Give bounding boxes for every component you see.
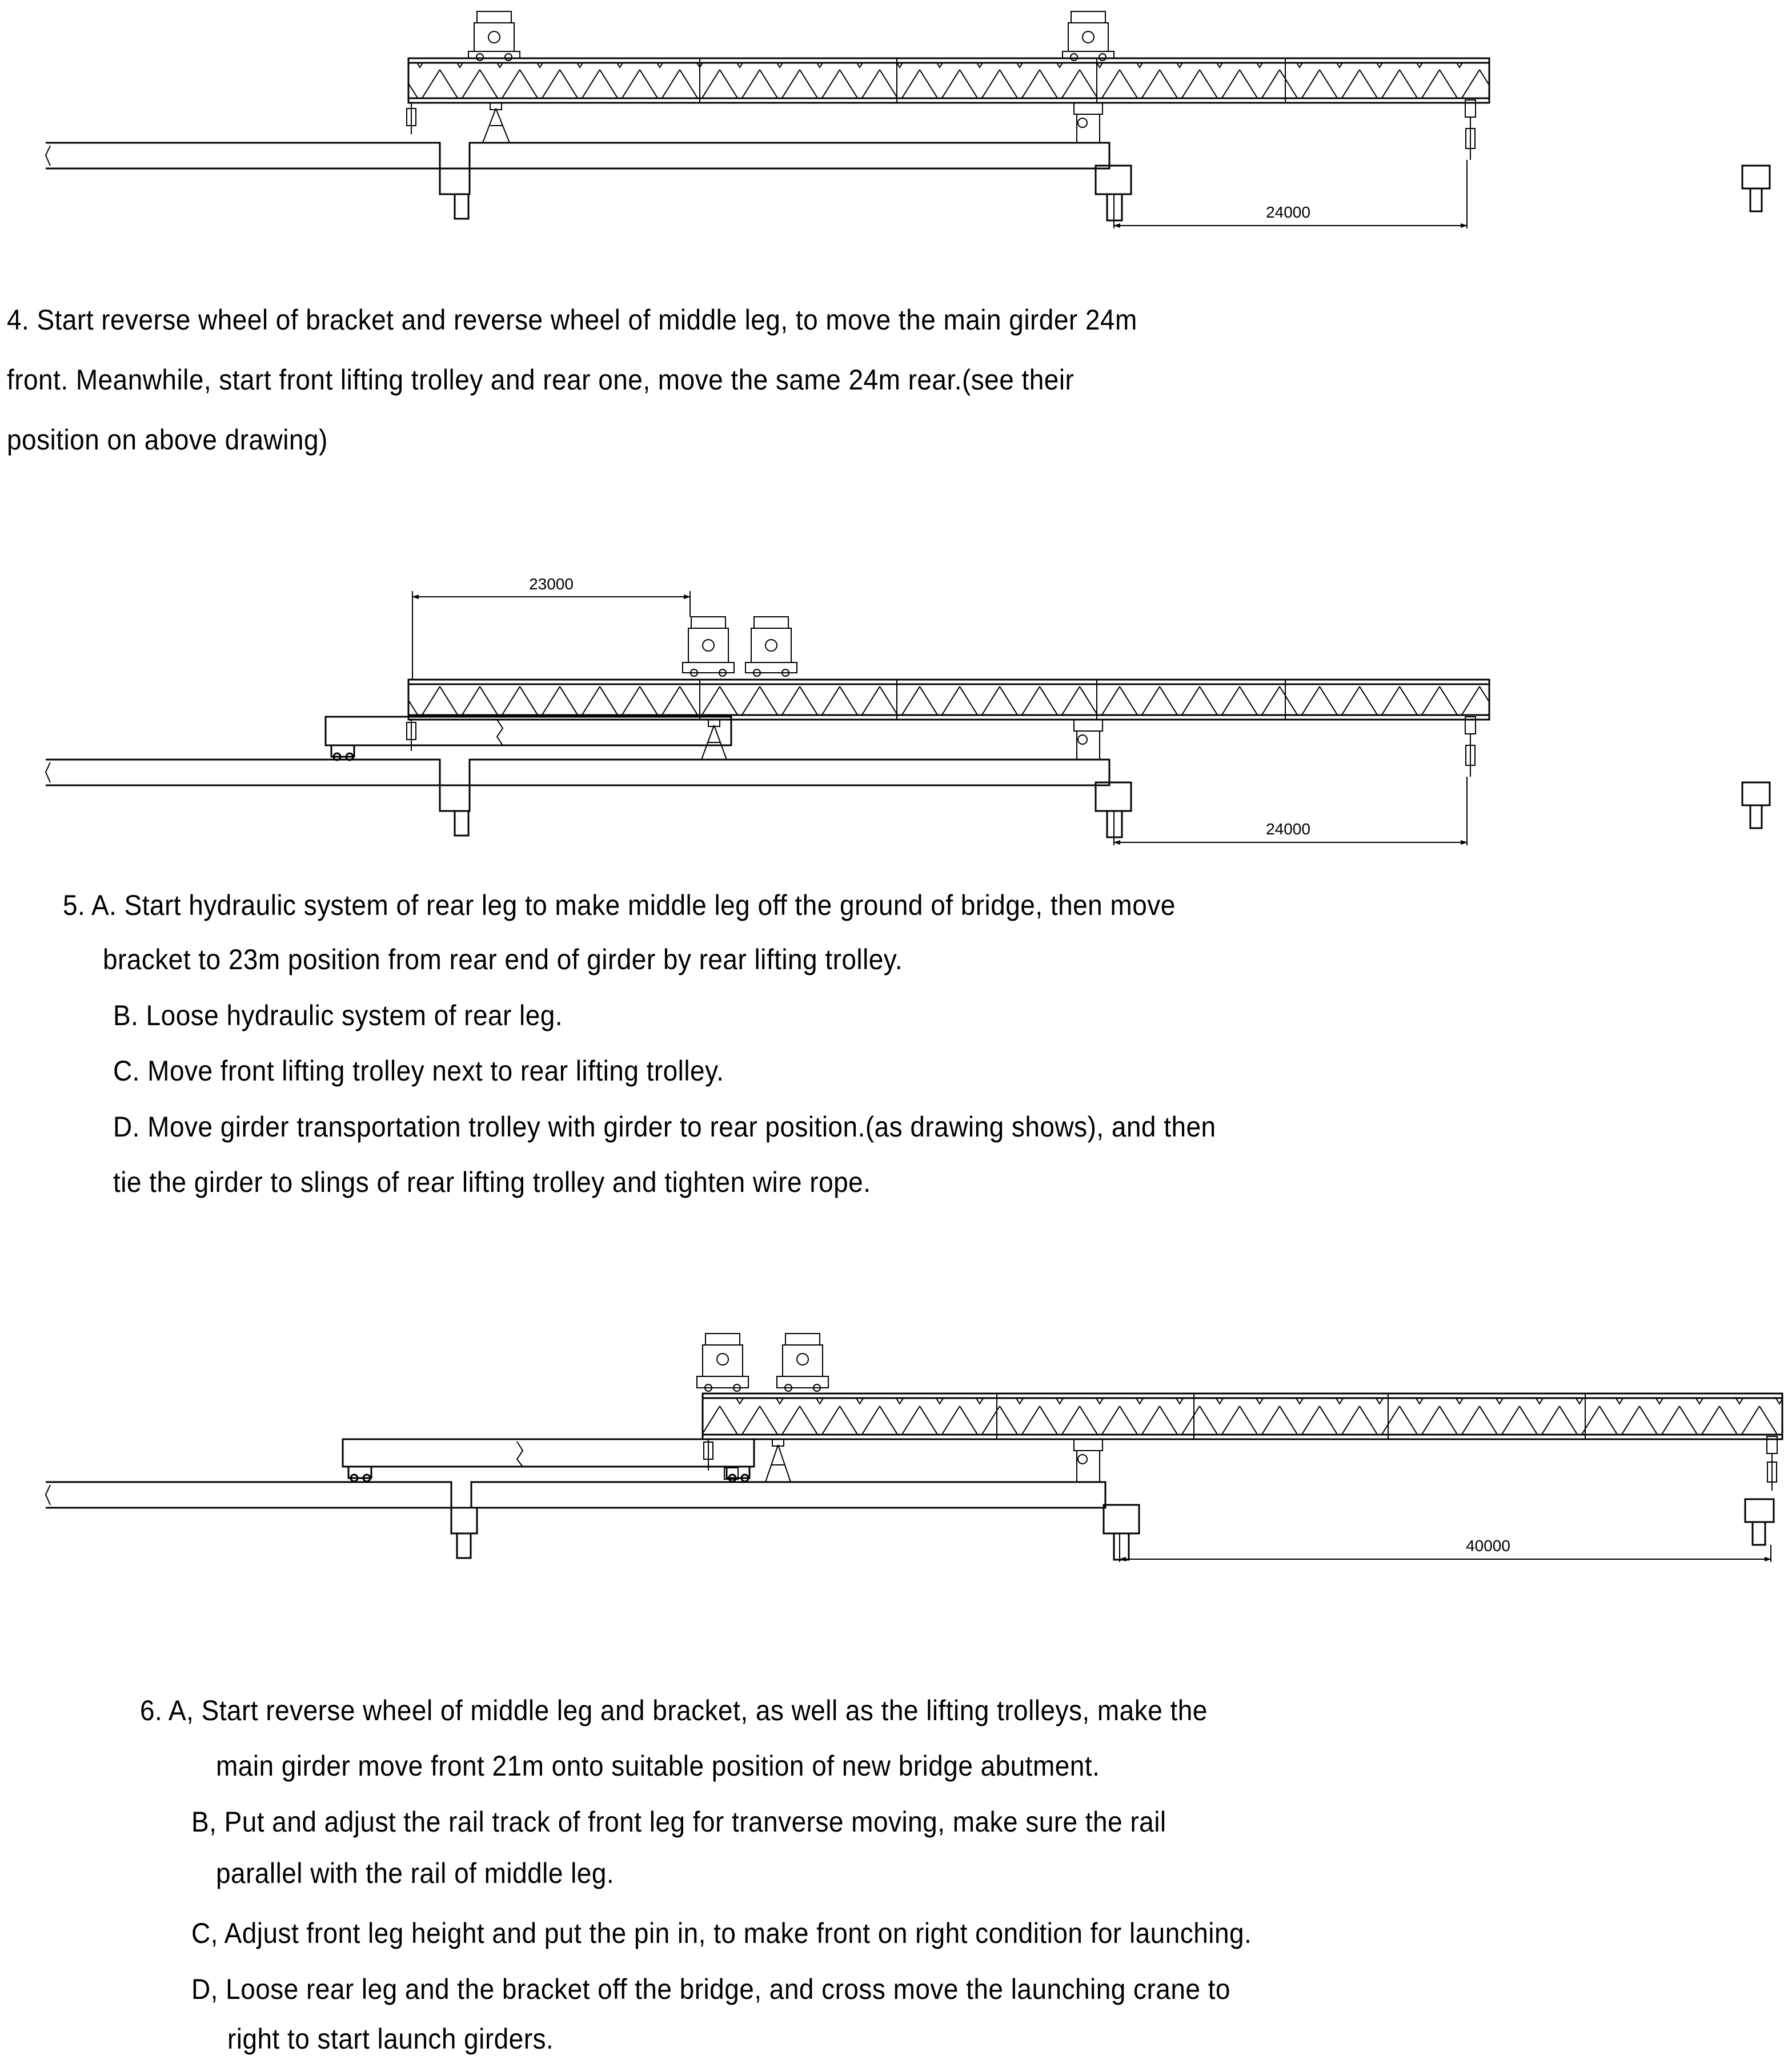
step-4-line-2: front. Meanwhile, start front lifting trolley and rear one, move the same 24m rear.(see their	[7, 364, 1075, 396]
bridge-deck	[46, 760, 1131, 837]
dimension-23000	[412, 591, 690, 680]
middle-leg	[1074, 103, 1103, 143]
step-6-line-2: main girder move front 21m onto suitable position of new bridge abutment.	[216, 1750, 1100, 1782]
step-5-line-4: C. Move front lifting trolley next to rear lifting trolley.	[113, 1055, 724, 1087]
step-5-line-6: tie the girder to slings of rear lifting trolley and tighten wire rope.	[113, 1166, 871, 1198]
bridge-deck	[46, 143, 1131, 220]
bracket	[765, 1439, 791, 1482]
dimension-label: 24000	[1266, 820, 1310, 838]
rear-leg	[407, 720, 416, 751]
rear-leg	[407, 103, 416, 134]
middle-leg	[1074, 720, 1103, 760]
middle-leg	[1074, 1439, 1103, 1482]
step-4-line-1: 4. Start reverse wheel of bracket and reverse wheel of middle leg, to move the main girder 24m	[7, 304, 1137, 336]
step-5-line-3: B. Loose hydraulic system of rear leg.	[113, 999, 563, 1031]
step-6-line-4: parallel with the rail of middle leg.	[216, 1857, 615, 1889]
bracket	[701, 720, 727, 760]
rear-leg	[704, 1439, 738, 1479]
front-leg	[1465, 717, 1476, 777]
front-lifting-trolley	[777, 1334, 828, 1391]
step-5-line-5: D. Move girder transportation trolley with girder to rear position.(as drawing shows), and then	[113, 1111, 1216, 1143]
front-abutment-pier	[1745, 1499, 1774, 1545]
step-6-line-7: right to start launch girders.	[227, 2023, 554, 2055]
dimension-label: 24000	[1266, 203, 1310, 221]
bracket	[483, 103, 510, 143]
front-leg	[1767, 1436, 1777, 1491]
dimension-label: 23000	[529, 575, 574, 593]
step-5-line-1: 5. A. Start hydraulic system of rear leg to make middle leg off the ground of bridge, then move	[63, 889, 1176, 921]
step-4-line-3: position on above drawing)	[7, 424, 328, 456]
front-abutment-pier	[1742, 166, 1770, 211]
step-6-line-3: B, Put and adjust the rail track of front leg for tranverse moving, make sure the rail	[191, 1806, 1166, 1838]
front-abutment-pier	[1742, 782, 1770, 828]
figure-3	[46, 1334, 1782, 1562]
step-6-line-1: 6. A, Start reverse wheel of middle leg and bracket, as well as the lifting trolleys, make the	[140, 1694, 1208, 1726]
front-leg	[1465, 100, 1476, 160]
main-girder-truss	[408, 680, 1489, 720]
dimension-label: 40000	[1466, 1537, 1510, 1555]
rear-lifting-trolley	[697, 1334, 748, 1391]
rear-lifting-trolley	[683, 617, 734, 676]
step-5-line-2: bracket to 23m position from rear end of girder by rear lifting trolley.	[103, 943, 903, 975]
main-girder-truss	[703, 1394, 1782, 1439]
front-lifting-trolley	[745, 617, 797, 676]
new-girder	[343, 1439, 754, 1481]
new-girder	[326, 717, 731, 760]
step-6-line-5: C, Adjust front leg height and put the pin in, to make front on right condition for launching.	[191, 1917, 1252, 1949]
figure-1	[46, 11, 1770, 228]
step-6-line-6: D, Loose rear leg and the bracket off the bridge, and cross move the launching crane to	[191, 1973, 1230, 2005]
figure-2	[46, 591, 1770, 845]
bridge-deck	[46, 1482, 1139, 1560]
front-lifting-trolley	[1063, 11, 1114, 61]
dimension-40000	[1120, 1533, 1771, 1562]
main-girder-truss	[408, 58, 1489, 103]
rear-lifting-trolley	[468, 11, 520, 61]
